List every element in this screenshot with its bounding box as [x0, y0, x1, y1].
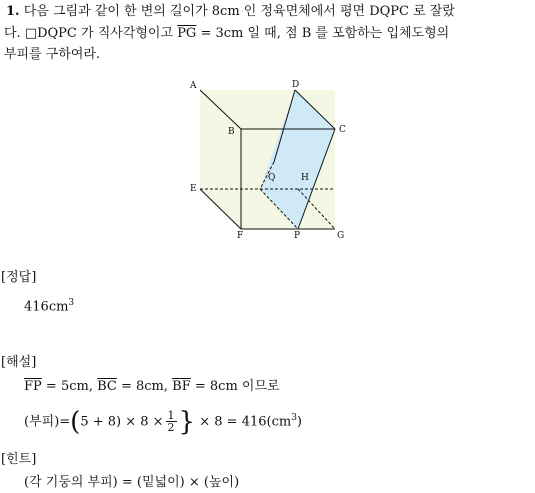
label-f: F [237, 231, 244, 241]
segment-bc: $\overline{BC}$ [97, 379, 117, 394]
problem-text-1: 다음 그림과 같이 한 변의 길이가 8cm 인 정육면체에서 평면 DQPC 로 잘랐 [23, 4, 455, 19]
volume-end: ) [296, 414, 302, 430]
label-q: Q [268, 173, 276, 183]
volume-expression: 5 + 8) × 8 × [80, 414, 164, 430]
segment-bf: $\overline{BF}$ [172, 379, 191, 394]
label-e: E [190, 184, 197, 194]
volume-label: (부피)= [24, 414, 71, 430]
problem-line-2 [4, 24, 449, 44]
answer-value [24, 293, 74, 317]
label-h: H [301, 173, 309, 183]
answer-sup: 3 [68, 298, 75, 308]
problem-text-3: 부피를 구하여라. [4, 47, 101, 62]
label-g: G [337, 231, 345, 241]
answer-header: [정답] [1, 270, 37, 285]
fraction-denominator: 2 [167, 421, 175, 435]
left-paren: ( [70, 406, 81, 437]
problem-text-2b: = 3cm 일 때, 점 B 를 포함하는 입체도형의 [196, 26, 450, 41]
answer-text: 416cm [24, 299, 69, 315]
value-bc: = 8cm, [116, 379, 173, 394]
cube-figure [180, 72, 360, 242]
value-bf: = 8cm 이므로 [190, 379, 280, 394]
solution-line-1 [24, 377, 280, 397]
fraction-numerator: 1 [167, 409, 175, 423]
label-b: B [228, 127, 235, 137]
label-d: D [292, 80, 300, 90]
problem-text-2a: 다. □DQPC 가 직사각형이고 [4, 26, 178, 41]
hint-header: [힌트] [1, 452, 37, 467]
value-fp: = 5cm, [41, 379, 98, 394]
solution-line-2 [24, 403, 302, 437]
hint-text: (각 기둥의 부피) = (밑넓이) × (높이) [24, 475, 240, 490]
segment-fp: $\overline{FP}$ [24, 379, 42, 394]
fraction-half [166, 410, 177, 433]
segment-pg: $\overline{PG}$ [177, 26, 197, 41]
label-a: A [190, 81, 197, 91]
right-paren: } [178, 406, 196, 437]
problem-line-1 [6, 2, 455, 22]
label-c: C [339, 125, 346, 135]
solution-header: [해설] [1, 355, 37, 370]
label-p: P [294, 231, 301, 241]
volume-sup: 3 [291, 413, 297, 423]
volume-tail: × 8 = 416(cm [199, 414, 292, 430]
problem-number: 1. [6, 4, 20, 19]
